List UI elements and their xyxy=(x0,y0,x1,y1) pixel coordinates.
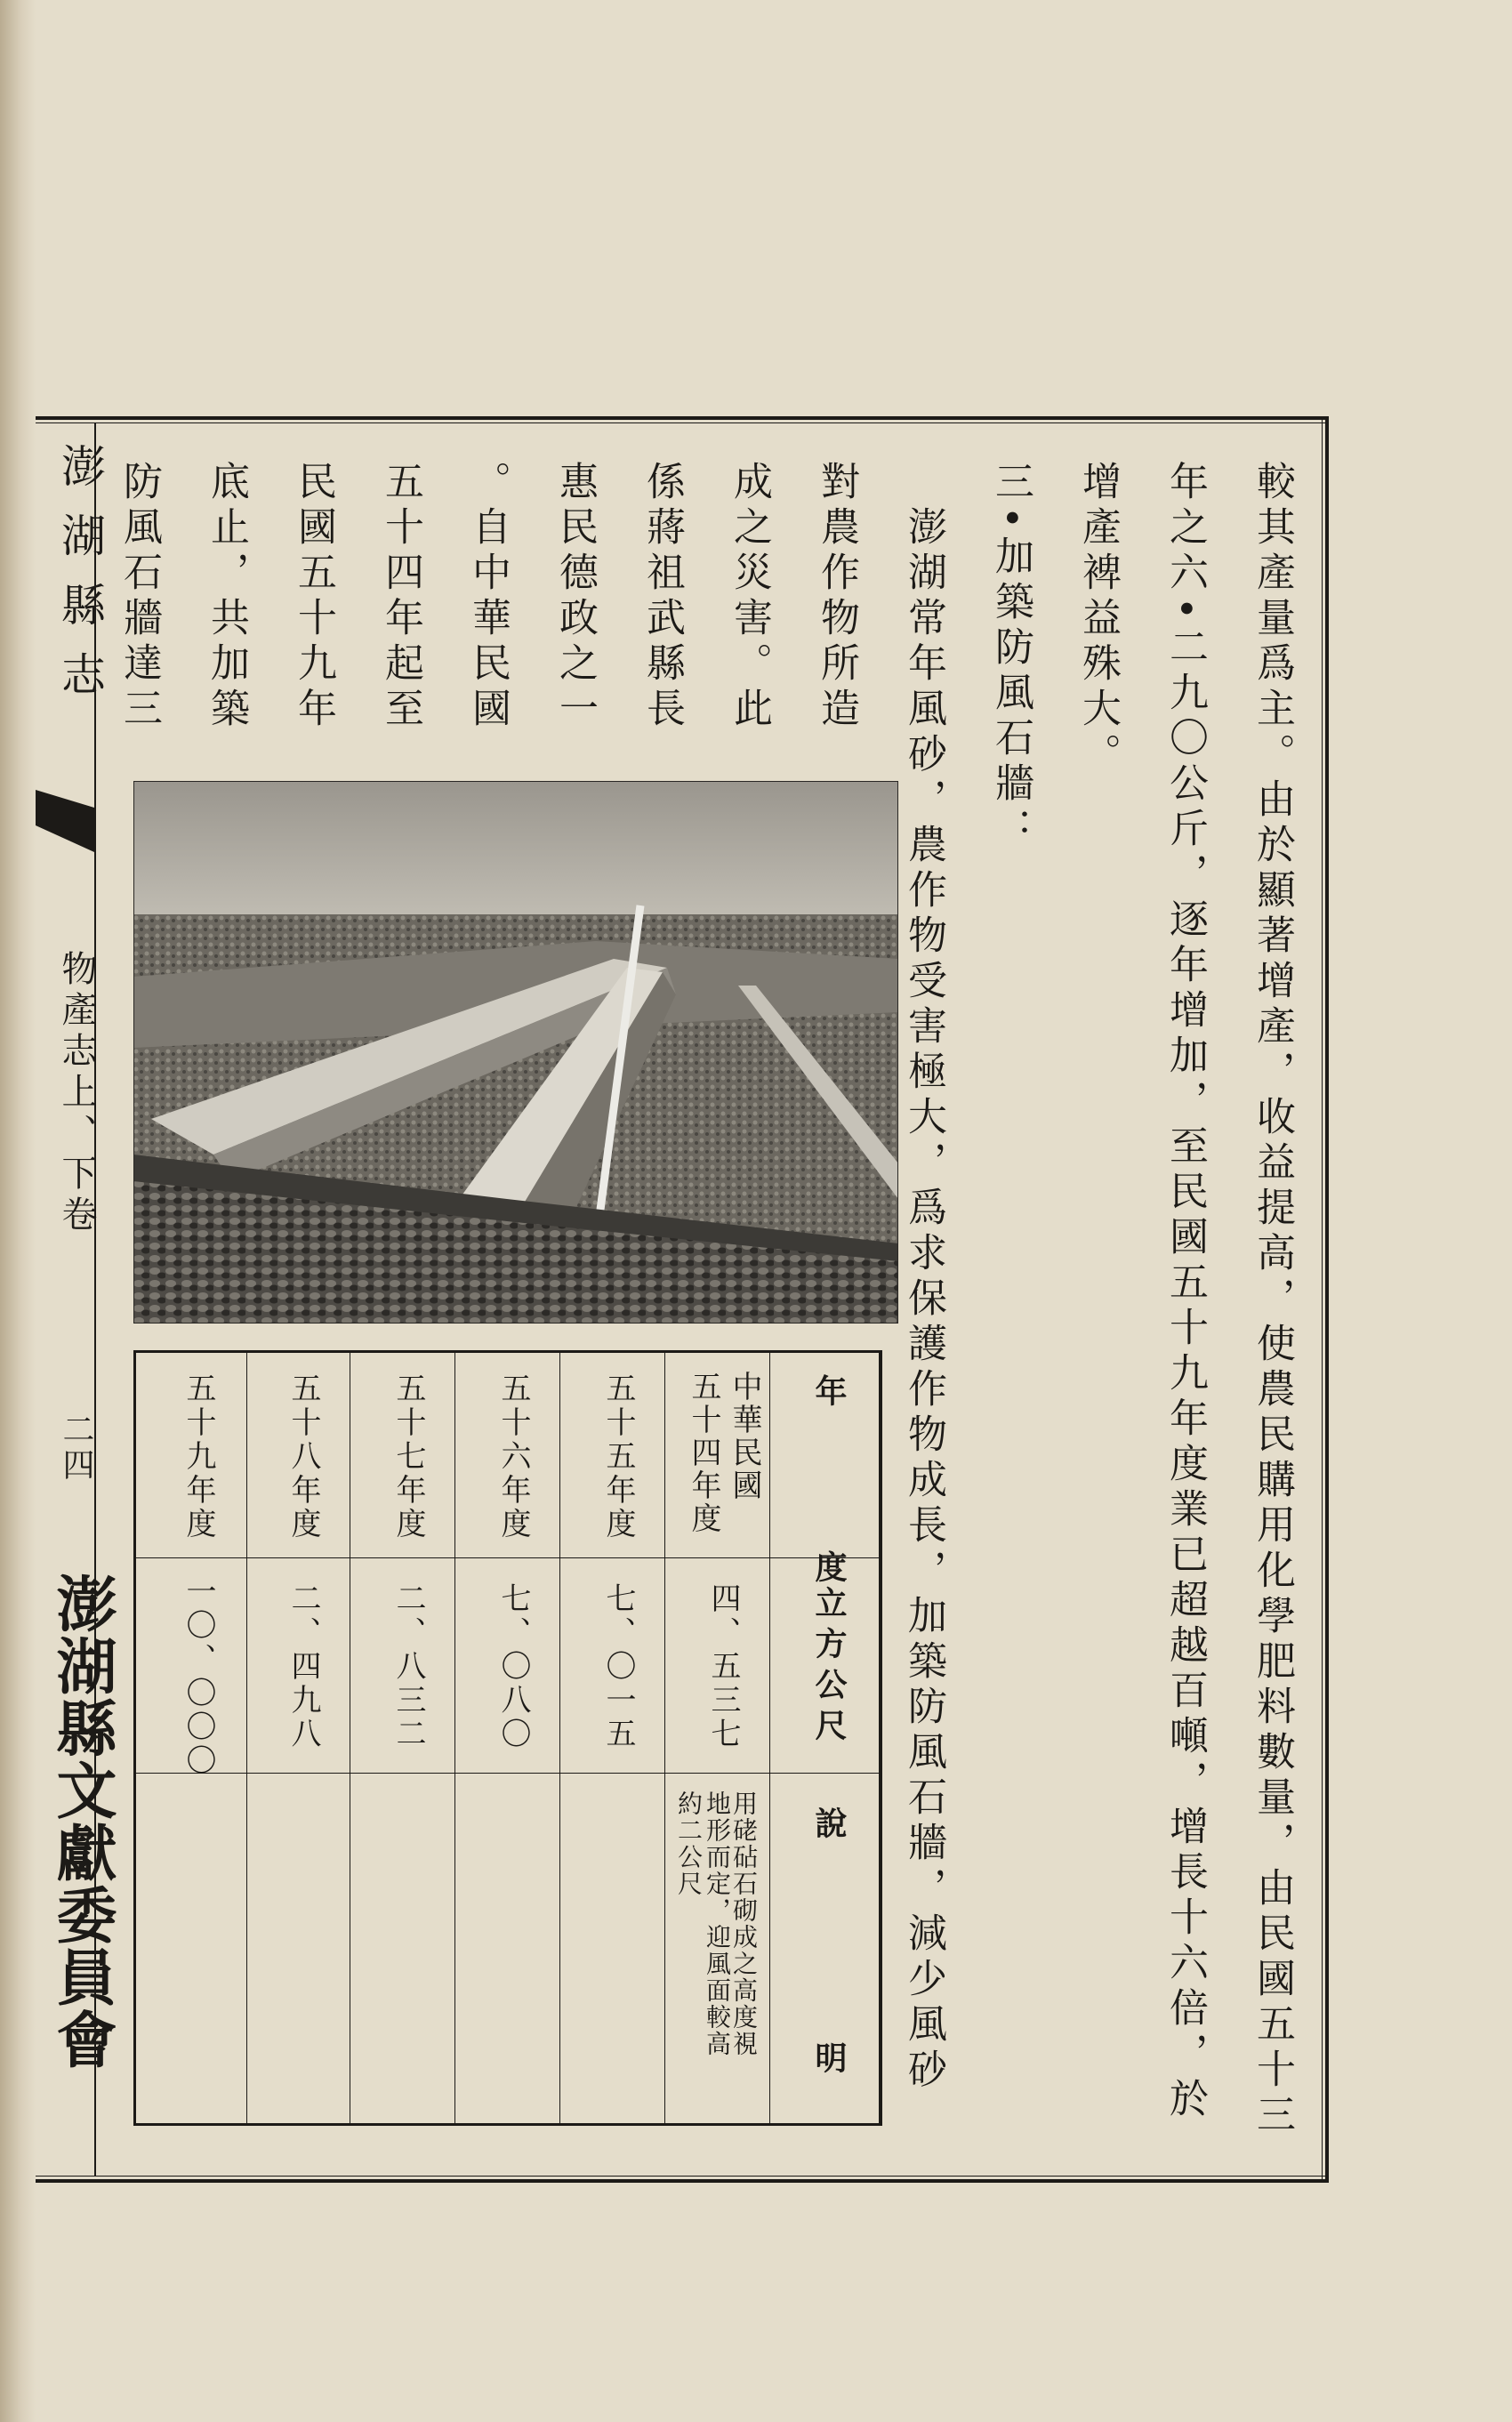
volume-cell: 一〇、〇〇〇 xyxy=(181,1575,216,1778)
year-cell: 五十八年度 xyxy=(286,1372,321,1541)
page-number: 二四 xyxy=(58,1412,94,1484)
volume-cell: 四、五三七 xyxy=(705,1582,741,1751)
page-frame xyxy=(36,416,1329,2183)
volume-cell: 二、八三二 xyxy=(390,1582,426,1751)
body-column: 惠民德政之一 xyxy=(552,461,598,733)
right-border xyxy=(1322,416,1329,2183)
year-cell: 五十六年度 xyxy=(495,1372,531,1541)
bottom-border xyxy=(36,2176,1329,2183)
remark-line: 約二公尺 xyxy=(674,1790,704,1897)
top-border xyxy=(36,416,1329,423)
volume-cell: 二、四九八 xyxy=(286,1582,321,1751)
body-column: 年之六•二九〇公斤，逐年增加，至民國五十九年度業已超越百噸，增長十六倍，於 xyxy=(1162,461,1208,2123)
margin-title: 澎湖縣志 xyxy=(54,443,106,720)
body-column: 民國五十九年 xyxy=(291,461,336,733)
body-column: 成之災害。此 xyxy=(727,461,772,733)
margin-chapter: 物產志上、下卷 xyxy=(56,950,97,1236)
volume-cell: 七、〇八〇 xyxy=(495,1582,531,1751)
body-column: 。自中華民國 xyxy=(465,461,511,733)
book-spine xyxy=(0,0,36,2422)
year-cell: 五十四年度 xyxy=(686,1371,721,1535)
body-column: 澎湖常年風砂，農作物受害極大，爲求保護作物成長，加築防風石牆，減少風砂 xyxy=(901,461,946,2094)
remark-line: 用硓砧石砌成之高度視 xyxy=(729,1790,759,2057)
body-column: 底止，共加築 xyxy=(204,461,249,733)
year-cell: 五十九年度 xyxy=(181,1372,216,1541)
fish-tail-ornament xyxy=(36,790,94,852)
windbreak-wall-photo xyxy=(133,781,898,1324)
year-cell: 五十五年度 xyxy=(600,1372,636,1541)
body-column: 增產裨益殊大。 xyxy=(1075,461,1121,778)
remark-line: 地形而定，迎風面較高 xyxy=(703,1790,732,2057)
body-column: 係蔣祖武縣長 xyxy=(639,461,685,733)
body-column: 五十四年起至 xyxy=(378,461,423,733)
year-cell: 中華民國 xyxy=(727,1371,762,1502)
volume-cell: 七、〇一五 xyxy=(600,1582,636,1751)
body-column: 防風石牆達三 xyxy=(117,461,162,733)
header-year: 年 度 xyxy=(810,1374,848,1609)
header-remarks: 說 明 xyxy=(810,1806,848,2100)
windbreak-table xyxy=(133,1350,882,2126)
section-heading: 三•加築防風石牆： xyxy=(988,461,1033,853)
body-column: 對農作物所造 xyxy=(814,461,859,733)
publisher-name: 澎湖縣文獻委員會 xyxy=(46,1573,117,2071)
header-volume: 立方公尺 xyxy=(810,1586,848,1750)
body-column: 較其產量爲主。由於顯著增產，收益提高，使農民購用化學肥料數量，由民國五十三 xyxy=(1250,461,1295,2139)
year-cell: 五十七年度 xyxy=(390,1372,426,1541)
